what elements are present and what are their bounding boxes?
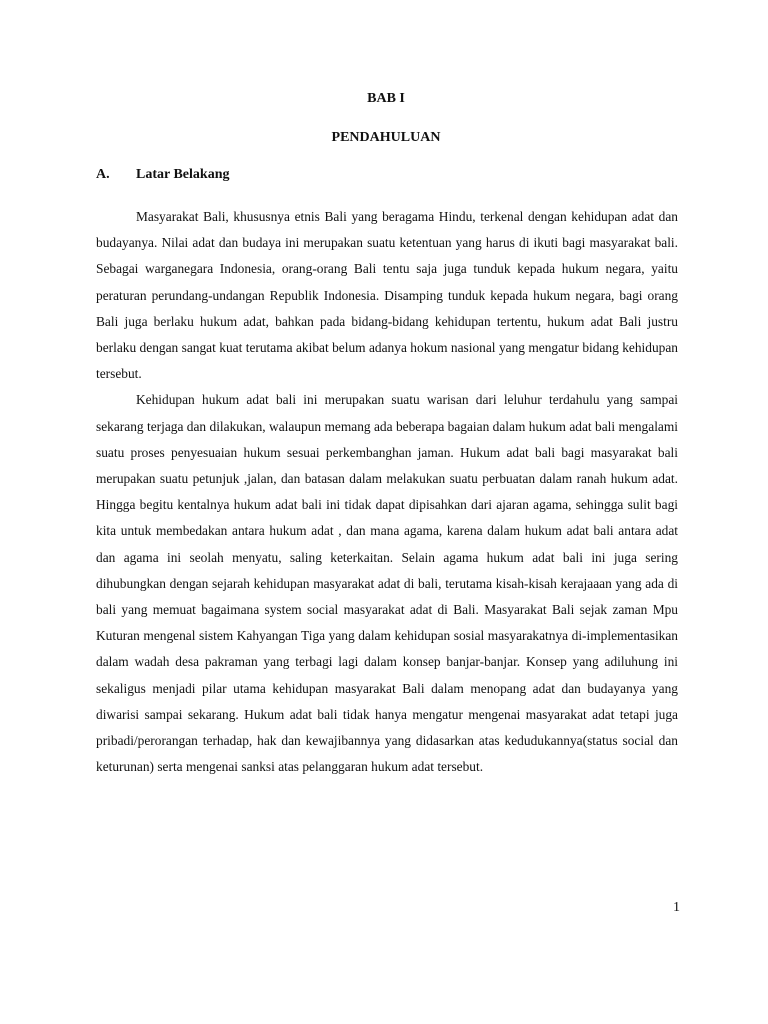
paragraph-2: Kehidupan hukum adat bali ini merupakan suatu warisan dari leluhur terdahulu yang sampai sekarang terjaga dan dilakukan, walaupun memang ada beberapa bagaian dalam hukum adat bali mengalami suatu proses penyesuaian hukum sesuai perkembanghan jaman. Hukum adat bali bagi masyarakat bali merupakan suatu petunjuk ,jalan, dan batasan dalam melakukan suatu perbuatan dalam ranah hukum adat. Hingga begitu kentalnya hukum adat bali ini tidak dapat dipisahkan dari ajaran agama, sehingga sulit bagi kita untuk membedakan antara hukum adat , dan mana agama, karena dalam hukum adat bali antara adat dan agama ini seolah menyatu, saling keterkaitan. Selain agama hukum adat bali ini juga sering dihubungkan dengan sejarah kehidupan masyarakat adat di bali, terutama kisah-kisah kerajaaan yang ada di bali yang memuat bagaimana system social masyarakat adat di Bali. Masyarakat Bali sejak zaman Mpu Kuturan mengenal sistem Kahyangan Tiga yang dalam kehidupan sosial masyarakatnya di-implementasikan dalam wadah desa pakraman yang terbagi lagi dalam konsep banjar-banjar. Konsep yang adiluhung ini sekaligus menjadi pilar utama kehidupan masyarakat Bali dalam menopang adat dan budayanya yang diwarisi sampai sekarang. Hukum adat bali tidak hanya mengatur mengenai masyarakat adat tetapi juga pribadi/perorangan terhadap, hak dan kewajibannya yang didasarkan atas kedudukannya(status social dan keturunan) serta mengenai sanksi atas pelanggaran hukum adat tersebut. xyxy=(96,392,678,775)
section-heading xyxy=(96,167,229,183)
paragraph-1: Masyarakat Bali, khususnya etnis Bali yang beragama Hindu, terkenal dengan kehidupan adat dan budayanya. Nilai adat dan budaya ini merupakan suatu ketentuan yang harus di ikuti bagi masyarakat bali. Sebagai warganegara Indonesia, orang-orang Bali tentu saja juga tunduk kepada hukum negara, yaitu peraturan perundang-undangan Republik Indonesia. Disamping tunduk kepada hukum negara, bagi orang Bali juga berlaku hukum adat, bahkan pada bidang-bidang kehidupan tertentu, hukum adat Bali justru berlaku dengan sangat kuat terutama akibat belum adanya hokum nasional yang mengatur bidang kehidupan tersebut. xyxy=(96,209,678,382)
page-number: 1 xyxy=(673,900,680,915)
section-letter: A. xyxy=(96,167,110,182)
section-title: Latar Belakang xyxy=(136,167,230,182)
body-text xyxy=(96,204,678,780)
chapter-title: PENDAHULUAN xyxy=(331,130,441,145)
chapter-number: BAB I xyxy=(367,91,405,106)
